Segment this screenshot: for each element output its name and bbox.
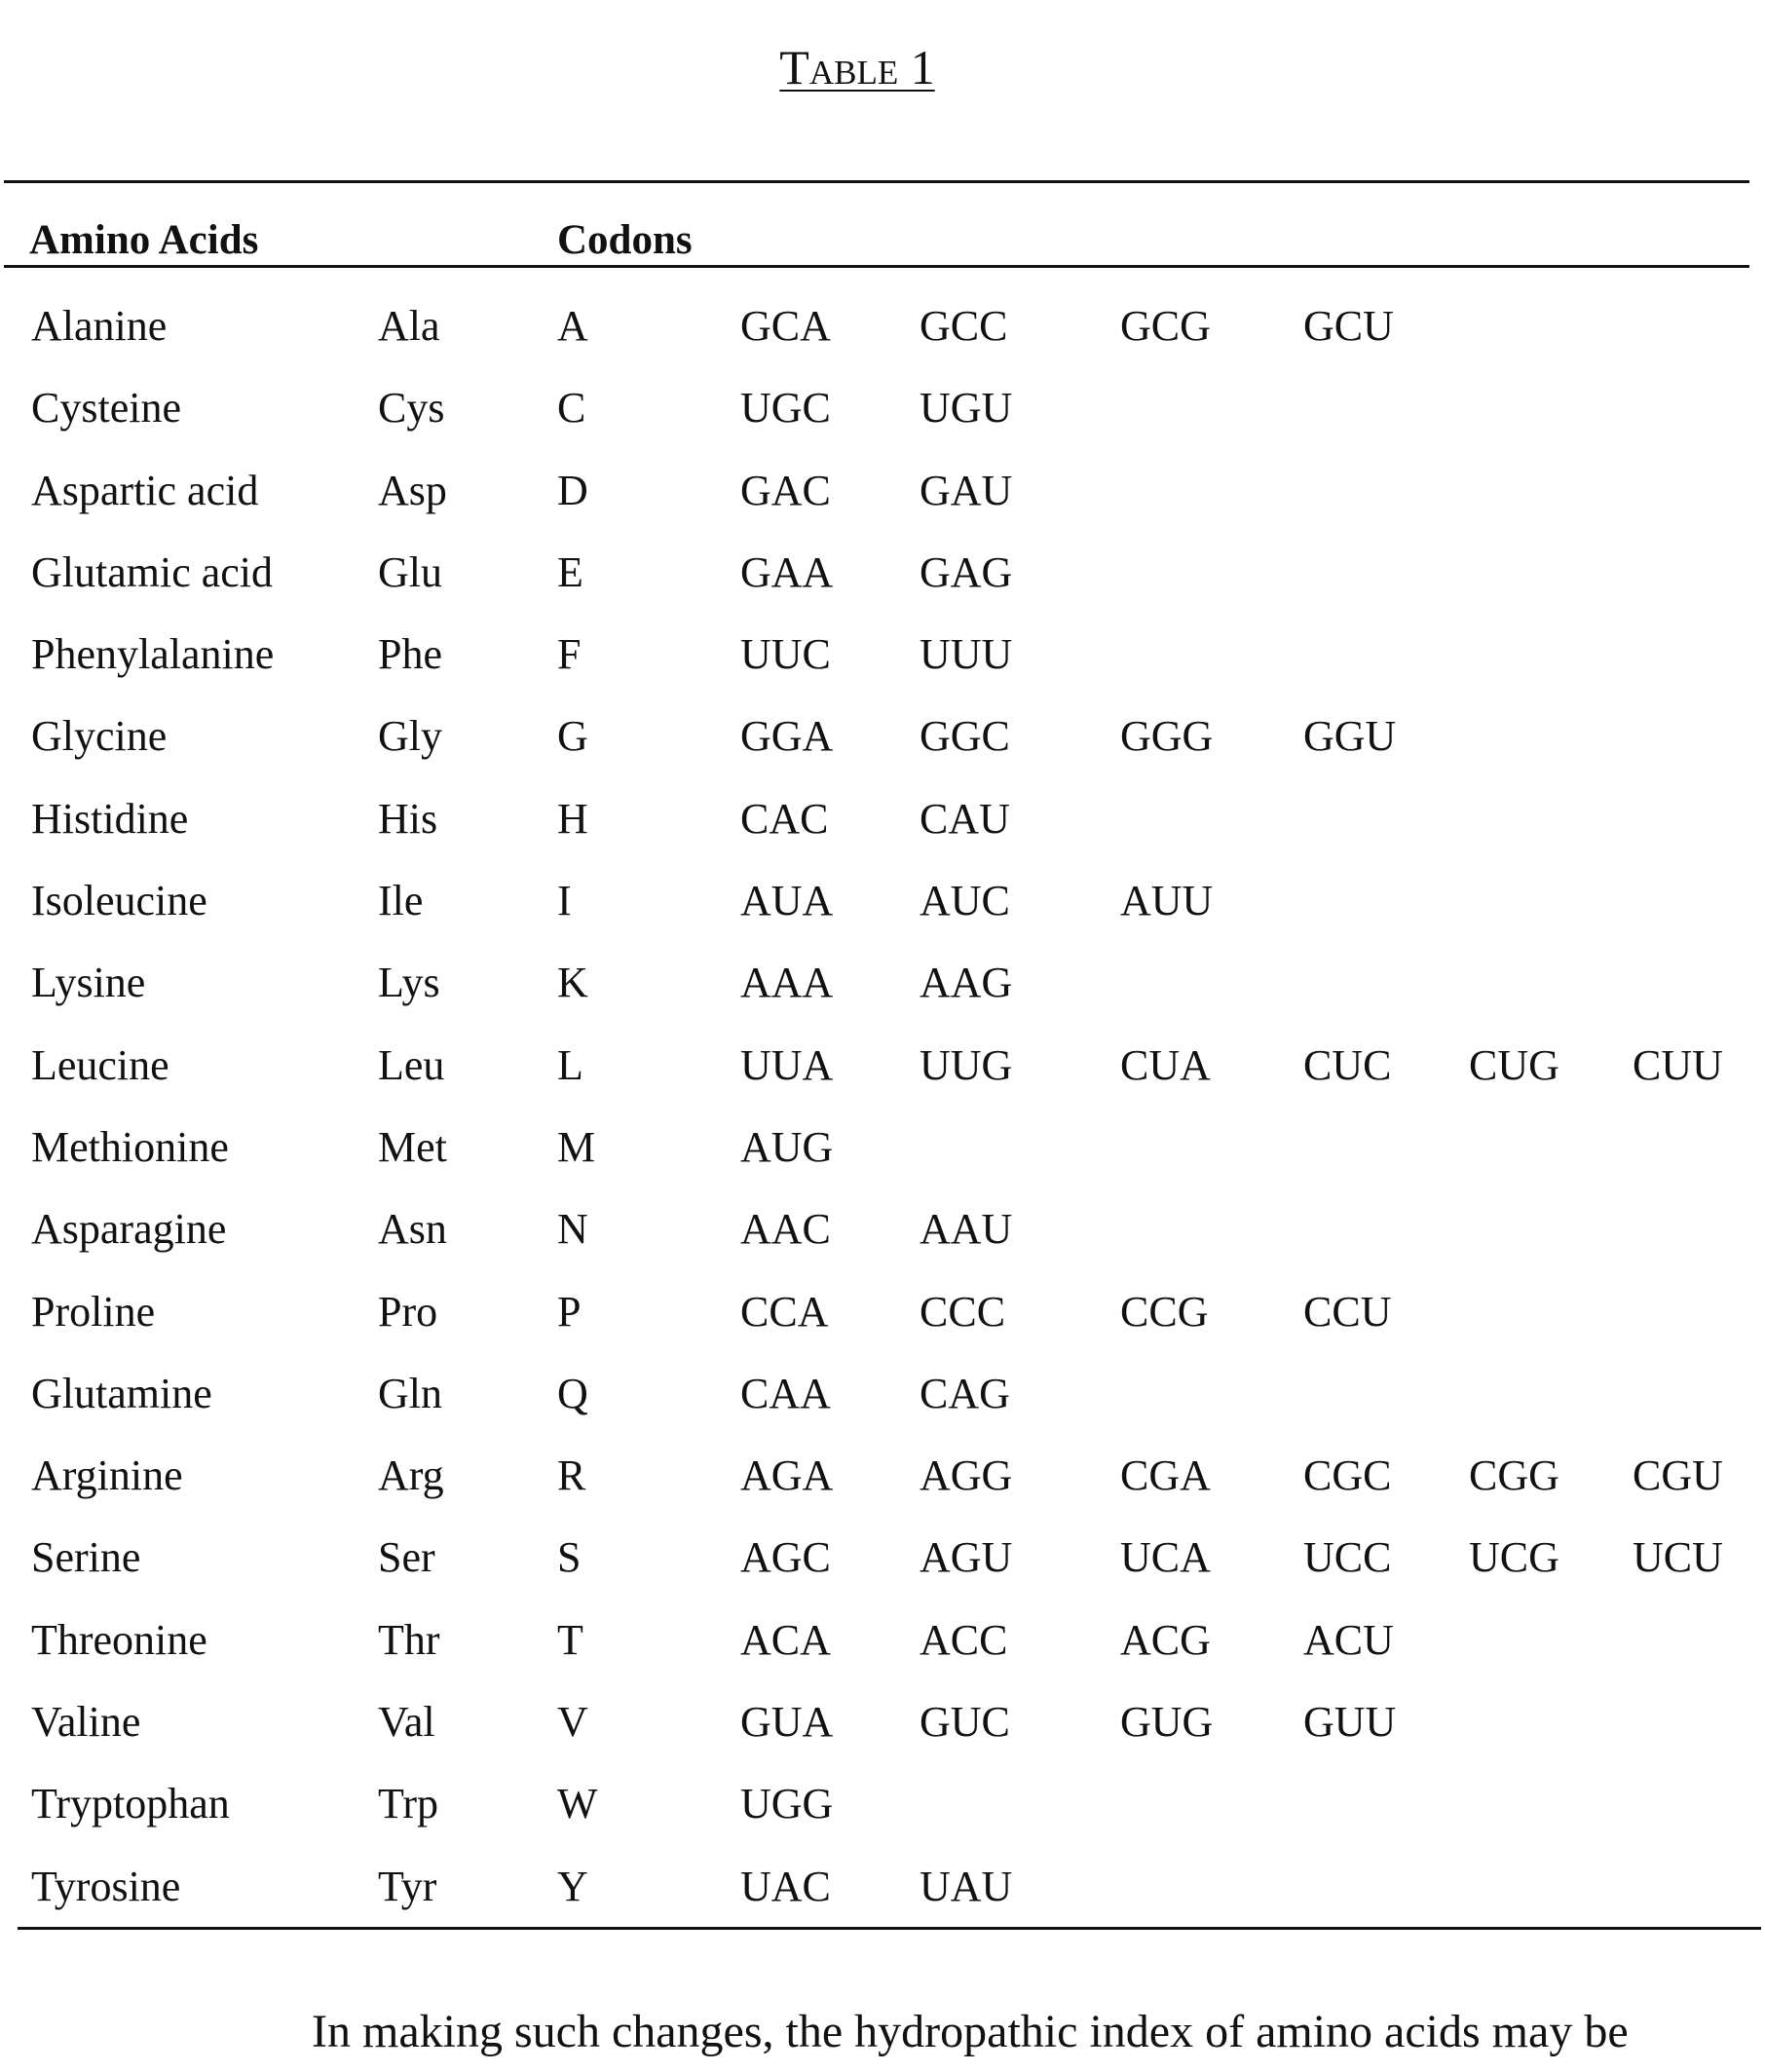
codon-cell: GCA (740, 297, 831, 356)
codon-cell: CGC (1303, 1447, 1391, 1505)
codon-cell: CAC (740, 790, 828, 848)
codon-cell: AUG (740, 1118, 833, 1177)
amino-acid-name: Aspartic acid (31, 462, 258, 520)
table-row (0, 1528, 1765, 1610)
codon-cell: AUA (740, 872, 833, 930)
codon-cell: GCG (1120, 297, 1211, 356)
codon-cell: ACU (1303, 1611, 1394, 1670)
table-row (0, 462, 1765, 544)
codon-cell: GUA (740, 1693, 833, 1752)
codon-cell: GGA (740, 707, 833, 766)
amino-acid-letter: C (557, 379, 585, 437)
codon-cell: AUU (1120, 872, 1213, 930)
body-paragraph: In making such changes, the hydropathic index of amino acids may be (312, 2005, 1734, 2058)
table-row (0, 544, 1765, 625)
codon-cell: UUG (920, 1036, 1012, 1095)
codon-cell: GAA (740, 544, 833, 602)
amino-acid-letter: Q (557, 1365, 588, 1423)
codon-cell: CAA (740, 1365, 831, 1423)
codon-cell: GUG (1120, 1693, 1213, 1752)
table-row (0, 1775, 1765, 1857)
amino-acid-name: Tyrosine (31, 1858, 180, 1916)
codon-cell: AUC (920, 872, 1010, 930)
codon-cell: AAC (740, 1200, 831, 1259)
amino-acid-name: Serine (31, 1528, 140, 1587)
amino-acid-abbreviation: Glu (378, 544, 442, 602)
amino-acid-name: Valine (31, 1693, 140, 1752)
amino-acid-abbreviation: Lys (378, 954, 440, 1012)
amino-acid-abbreviation: Cys (378, 379, 444, 437)
amino-acid-name: Histidine (31, 790, 188, 848)
codon-cell: UUC (740, 625, 831, 684)
header-codons: Codons (557, 216, 693, 264)
table-row (0, 1693, 1765, 1775)
table-row (0, 297, 1765, 379)
table-header-rule (4, 265, 1749, 268)
codon-cell: AAU (920, 1200, 1012, 1259)
codon-cell: CGA (1120, 1447, 1211, 1505)
amino-acid-letter: N (557, 1200, 588, 1259)
amino-acid-name: Lysine (31, 954, 145, 1012)
table-row (0, 1611, 1765, 1693)
codon-cell: UCG (1469, 1528, 1559, 1587)
codon-cell: GAG (920, 544, 1012, 602)
table-row (0, 1200, 1765, 1282)
table-row (0, 1118, 1765, 1200)
codon-cell: UCU (1633, 1528, 1723, 1587)
amino-acid-letter: I (557, 872, 572, 930)
amino-acid-name: Glycine (31, 707, 167, 766)
codon-cell: CUC (1303, 1036, 1391, 1095)
amino-acid-abbreviation: Gln (378, 1365, 442, 1423)
codon-cell: CCA (740, 1283, 828, 1341)
amino-acid-abbreviation: Ile (378, 872, 423, 930)
amino-acid-abbreviation: Asn (378, 1200, 447, 1259)
amino-acid-letter: A (557, 297, 588, 356)
amino-acid-letter: L (557, 1036, 583, 1095)
header-amino-acids: Amino Acids (29, 216, 258, 264)
amino-acid-abbreviation: Gly (378, 707, 442, 766)
amino-acid-letter: F (557, 625, 581, 684)
codon-cell: UGC (740, 379, 831, 437)
amino-acid-abbreviation: Asp (378, 462, 447, 520)
codon-cell: CAG (920, 1365, 1010, 1423)
table-caption: Table 1 (0, 39, 1714, 95)
codon-cell: AGC (740, 1528, 831, 1587)
amino-acid-name: Phenylalanine (31, 625, 274, 684)
codon-cell: CGG (1469, 1447, 1559, 1505)
amino-acid-abbreviation: Ser (378, 1528, 435, 1587)
codon-table-body (0, 297, 1765, 1940)
codon-cell: AAA (740, 954, 833, 1012)
codon-cell: GGG (1120, 707, 1213, 766)
codon-cell: ACA (740, 1611, 831, 1670)
codon-cell: CCC (920, 1283, 1005, 1341)
amino-acid-letter: E (557, 544, 583, 602)
codon-cell: CCG (1120, 1283, 1208, 1341)
amino-acid-abbreviation: Tyr (378, 1858, 436, 1916)
amino-acid-abbreviation: Phe (378, 625, 442, 684)
table-row (0, 1365, 1765, 1447)
codon-cell: UUA (740, 1036, 833, 1095)
amino-acid-abbreviation: His (378, 790, 437, 848)
codon-cell: CGU (1633, 1447, 1723, 1505)
codon-cell: AAG (920, 954, 1012, 1012)
amino-acid-letter: D (557, 462, 588, 520)
codon-cell: UCC (1303, 1528, 1391, 1587)
amino-acid-abbreviation: Ala (378, 297, 440, 356)
amino-acid-letter: S (557, 1528, 581, 1587)
table-row (0, 707, 1765, 789)
codon-cell: UGG (740, 1775, 833, 1833)
codon-cell: GGC (920, 707, 1010, 766)
amino-acid-name: Alanine (31, 297, 167, 356)
codon-cell: GUC (920, 1693, 1010, 1752)
codon-cell: UGU (920, 379, 1012, 437)
codon-cell: ACG (1120, 1611, 1211, 1670)
codon-cell: GCU (1303, 297, 1394, 356)
amino-acid-name: Glutamic acid (31, 544, 273, 602)
amino-acid-letter: Y (557, 1858, 588, 1916)
codon-cell: CCU (1303, 1283, 1391, 1341)
table-bottom-rule (18, 1927, 1761, 1930)
codon-cell: UUU (920, 625, 1012, 684)
amino-acid-name: Glutamine (31, 1365, 212, 1423)
codon-cell: AGG (920, 1447, 1012, 1505)
amino-acid-letter: T (557, 1611, 583, 1670)
codon-cell: UAU (920, 1858, 1012, 1916)
table-row (0, 1036, 1765, 1118)
amino-acid-name: Cysteine (31, 379, 181, 437)
codon-cell: CUU (1633, 1036, 1723, 1095)
codon-cell: GCC (920, 297, 1007, 356)
amino-acid-letter: G (557, 707, 588, 766)
amino-acid-letter: V (557, 1693, 588, 1752)
amino-acid-abbreviation: Arg (378, 1447, 444, 1505)
document-page (0, 0, 1765, 2072)
amino-acid-name: Asparagine (31, 1200, 226, 1259)
amino-acid-letter: K (557, 954, 588, 1012)
codon-cell: UAC (740, 1858, 831, 1916)
amino-acid-name: Methionine (31, 1118, 229, 1177)
table-row (0, 954, 1765, 1036)
codon-cell: CUG (1469, 1036, 1559, 1095)
codon-cell: ACC (920, 1611, 1007, 1670)
codon-cell: GAC (740, 462, 831, 520)
table-row (0, 625, 1765, 707)
amino-acid-name: Proline (31, 1283, 155, 1341)
amino-acid-letter: H (557, 790, 588, 848)
codon-cell: AGU (920, 1528, 1012, 1587)
codon-cell: AGA (740, 1447, 833, 1505)
amino-acid-name: Isoleucine (31, 872, 207, 930)
table-row (0, 1283, 1765, 1365)
amino-acid-abbreviation: Leu (378, 1036, 444, 1095)
amino-acid-name: Arginine (31, 1447, 183, 1505)
amino-acid-name: Tryptophan (31, 1775, 230, 1833)
codon-cell: GAU (920, 462, 1012, 520)
codon-cell: GGU (1303, 707, 1396, 766)
codon-cell: CAU (920, 790, 1010, 848)
amino-acid-letter: M (557, 1118, 595, 1177)
amino-acid-name: Leucine (31, 1036, 169, 1095)
amino-acid-abbreviation: Trp (378, 1775, 438, 1833)
codon-cell: CUA (1120, 1036, 1211, 1095)
codon-cell: GUU (1303, 1693, 1396, 1752)
amino-acid-abbreviation: Val (378, 1693, 435, 1752)
amino-acid-letter: P (557, 1283, 581, 1341)
table-row (0, 1447, 1765, 1528)
amino-acid-letter: W (557, 1775, 598, 1833)
amino-acid-name: Threonine (31, 1611, 207, 1670)
table-row (0, 872, 1765, 954)
amino-acid-letter: R (557, 1447, 585, 1505)
table-row (0, 790, 1765, 872)
codon-cell: UCA (1120, 1528, 1211, 1587)
table-top-rule (4, 180, 1749, 183)
amino-acid-abbreviation: Met (378, 1118, 447, 1177)
amino-acid-abbreviation: Pro (378, 1283, 437, 1341)
table-row (0, 379, 1765, 461)
amino-acid-abbreviation: Thr (378, 1611, 440, 1670)
